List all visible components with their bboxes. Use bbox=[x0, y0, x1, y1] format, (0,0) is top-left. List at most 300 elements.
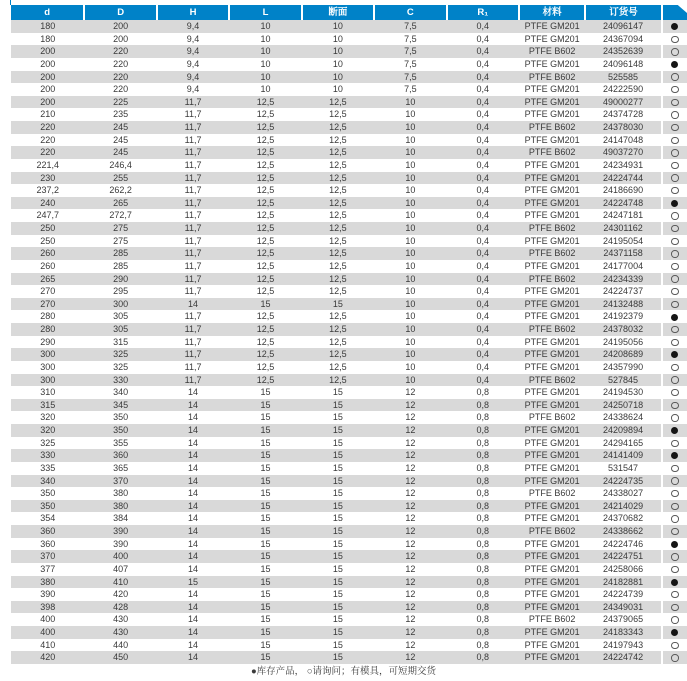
cell-d: 330 bbox=[11, 449, 84, 462]
cell-R1: 0,4 bbox=[447, 247, 519, 260]
cell-D: 350 bbox=[84, 411, 156, 424]
cell-L: 15 bbox=[229, 576, 301, 589]
table-row bbox=[11, 424, 687, 437]
cell-d: 280 bbox=[11, 323, 84, 336]
cell-D: 275 bbox=[84, 235, 156, 248]
on-request-icon bbox=[671, 515, 678, 522]
cell-cross-section: 12,5 bbox=[302, 197, 374, 210]
table-header-row bbox=[11, 5, 687, 20]
cell-order-number: 49037270 bbox=[585, 146, 661, 159]
cell-stock bbox=[662, 538, 687, 551]
table-row bbox=[11, 336, 687, 349]
cell-cross-section: 15 bbox=[302, 424, 374, 437]
cell-C: 7,5 bbox=[374, 45, 446, 58]
page-corner-cut bbox=[672, 0, 687, 13]
cell-d: 400 bbox=[11, 613, 84, 626]
cell-D: 315 bbox=[84, 336, 156, 349]
cell-R1: 0,4 bbox=[447, 172, 519, 185]
cell-R1: 0,4 bbox=[447, 108, 519, 121]
cell-C: 10 bbox=[374, 108, 446, 121]
cell-stock bbox=[662, 588, 687, 601]
cell-L: 15 bbox=[229, 411, 301, 424]
cell-d: 260 bbox=[11, 247, 84, 260]
cell-D: 220 bbox=[84, 45, 156, 58]
cell-material: PTFE B602 bbox=[519, 71, 585, 84]
cell-order-number: 24258066 bbox=[585, 563, 661, 576]
cell-R1: 0,8 bbox=[447, 424, 519, 437]
cell-L: 12,5 bbox=[229, 121, 301, 134]
on-request-icon bbox=[671, 566, 678, 573]
cell-stock bbox=[662, 601, 687, 614]
cell-cross-section: 10 bbox=[302, 20, 374, 33]
cell-H: 9,4 bbox=[157, 20, 229, 33]
cell-C: 10 bbox=[374, 159, 446, 172]
cell-order-number: 24357990 bbox=[585, 361, 661, 374]
cell-L: 15 bbox=[229, 399, 301, 412]
table-row bbox=[11, 20, 687, 33]
cell-D: 272,7 bbox=[84, 209, 156, 222]
cell-D: 325 bbox=[84, 348, 156, 361]
cell-d: 221,4 bbox=[11, 159, 84, 172]
cell-R1: 0,4 bbox=[447, 260, 519, 273]
cell-D: 245 bbox=[84, 134, 156, 147]
cell-C: 12 bbox=[374, 475, 446, 488]
cell-D: 410 bbox=[84, 576, 156, 589]
table-row bbox=[11, 323, 687, 336]
cell-R1: 0,8 bbox=[447, 512, 519, 525]
cell-R1: 0,8 bbox=[447, 386, 519, 399]
cell-d: 237,2 bbox=[11, 184, 84, 197]
cell-cross-section: 12,5 bbox=[302, 323, 374, 336]
cell-material: PTFE GM201 bbox=[519, 235, 585, 248]
cell-material: PTFE GM201 bbox=[519, 576, 585, 589]
cell-H: 14 bbox=[157, 399, 229, 412]
cell-stock bbox=[662, 247, 687, 260]
cell-cross-section: 15 bbox=[302, 613, 374, 626]
table-row bbox=[11, 550, 687, 563]
cell-L: 12,5 bbox=[229, 323, 301, 336]
cell-C: 10 bbox=[374, 323, 446, 336]
cell-R1: 0,8 bbox=[447, 411, 519, 424]
cell-d: 315 bbox=[11, 399, 84, 412]
legend-note bbox=[0, 666, 687, 678]
cell-H: 9,4 bbox=[157, 83, 229, 96]
cell-D: 295 bbox=[84, 285, 156, 298]
cell-cross-section: 15 bbox=[302, 639, 374, 652]
cell-R1: 0,8 bbox=[447, 550, 519, 563]
cell-C: 7,5 bbox=[374, 58, 446, 71]
cell-stock bbox=[662, 336, 687, 349]
cell-stock bbox=[662, 437, 687, 450]
cell-cross-section: 15 bbox=[302, 298, 374, 311]
cell-L: 12,5 bbox=[229, 197, 301, 210]
cell-L: 12,5 bbox=[229, 285, 301, 298]
cell-stock bbox=[662, 159, 687, 172]
cell-cross-section: 12,5 bbox=[302, 222, 374, 235]
cell-order-number: 24378030 bbox=[585, 121, 661, 134]
cell-stock bbox=[662, 146, 687, 159]
cell-d: 300 bbox=[11, 361, 84, 374]
cell-R1: 0,8 bbox=[447, 449, 519, 462]
cell-R1: 0,8 bbox=[447, 399, 519, 412]
cell-H: 11,7 bbox=[157, 209, 229, 222]
cell-material: PTFE GM201 bbox=[519, 184, 585, 197]
cell-d: 260 bbox=[11, 260, 84, 273]
table-row bbox=[11, 146, 687, 159]
cell-d: 250 bbox=[11, 235, 84, 248]
on-request-icon bbox=[671, 364, 678, 371]
on-request-icon bbox=[671, 212, 678, 219]
cell-cross-section: 12,5 bbox=[302, 184, 374, 197]
product-spec-table bbox=[11, 5, 687, 664]
cell-R1: 0,4 bbox=[447, 184, 519, 197]
cell-H: 14 bbox=[157, 449, 229, 462]
cell-stock bbox=[662, 134, 687, 147]
cell-L: 12,5 bbox=[229, 247, 301, 260]
cell-stock bbox=[662, 563, 687, 576]
cell-C: 7,5 bbox=[374, 20, 446, 33]
cell-order-number: 24247181 bbox=[585, 209, 661, 222]
cell-R1: 0,4 bbox=[447, 146, 519, 159]
in-stock-icon bbox=[671, 351, 678, 358]
cell-material: PTFE B602 bbox=[519, 525, 585, 538]
cell-H: 9,4 bbox=[157, 58, 229, 71]
cell-material: PTFE GM201 bbox=[519, 639, 585, 652]
cell-material: PTFE GM201 bbox=[519, 550, 585, 563]
col-header-C: C bbox=[374, 5, 446, 20]
cell-D: 285 bbox=[84, 260, 156, 273]
cell-stock bbox=[662, 273, 687, 286]
cell-order-number: 24370682 bbox=[585, 512, 661, 525]
cell-H: 11,7 bbox=[157, 336, 229, 349]
cell-C: 10 bbox=[374, 222, 446, 235]
cell-C: 12 bbox=[374, 449, 446, 462]
cell-stock bbox=[662, 260, 687, 273]
cell-R1: 0,8 bbox=[447, 500, 519, 513]
cell-material: PTFE GM201 bbox=[519, 361, 585, 374]
cell-R1: 0,8 bbox=[447, 601, 519, 614]
table-row bbox=[11, 639, 687, 652]
cell-stock bbox=[662, 374, 687, 387]
col-header-L: L bbox=[229, 5, 301, 20]
cell-material: PTFE GM201 bbox=[519, 424, 585, 437]
cell-d: 354 bbox=[11, 512, 84, 525]
cell-d: 270 bbox=[11, 285, 84, 298]
cell-d: 220 bbox=[11, 121, 84, 134]
cell-order-number: 24192379 bbox=[585, 310, 661, 323]
cell-order-number: 24214029 bbox=[585, 500, 661, 513]
cell-d: 335 bbox=[11, 462, 84, 475]
cell-cross-section: 12,5 bbox=[302, 260, 374, 273]
cell-R1: 0,4 bbox=[447, 33, 519, 46]
cell-C: 10 bbox=[374, 285, 446, 298]
table-row bbox=[11, 475, 687, 488]
cell-cross-section: 15 bbox=[302, 475, 374, 488]
on-request-icon bbox=[671, 477, 678, 484]
cell-order-number: 24096148 bbox=[585, 58, 661, 71]
table-row bbox=[11, 525, 687, 538]
table-row bbox=[11, 399, 687, 412]
cell-L: 15 bbox=[229, 651, 301, 664]
cell-d: 230 bbox=[11, 172, 84, 185]
cell-L: 15 bbox=[229, 538, 301, 551]
cell-stock bbox=[662, 58, 687, 71]
cell-L: 12,5 bbox=[229, 146, 301, 159]
cell-stock bbox=[662, 449, 687, 462]
cell-L: 15 bbox=[229, 512, 301, 525]
cell-R1: 0,8 bbox=[447, 576, 519, 589]
cell-material: PTFE GM201 bbox=[519, 512, 585, 525]
cell-cross-section: 15 bbox=[302, 651, 374, 664]
table-row bbox=[11, 285, 687, 298]
cell-D: 290 bbox=[84, 273, 156, 286]
cell-d: 270 bbox=[11, 298, 84, 311]
cell-material: PTFE GM201 bbox=[519, 83, 585, 96]
cell-D: 407 bbox=[84, 563, 156, 576]
cell-d: 300 bbox=[11, 348, 84, 361]
cell-C: 10 bbox=[374, 247, 446, 260]
cell-H: 11,7 bbox=[157, 108, 229, 121]
on-request-icon bbox=[671, 263, 678, 270]
cell-material: PTFE GM201 bbox=[519, 58, 585, 71]
cell-stock bbox=[662, 209, 687, 222]
cell-R1: 0,4 bbox=[447, 71, 519, 84]
cell-D: 440 bbox=[84, 639, 156, 652]
on-request-icon bbox=[671, 642, 678, 649]
cell-D: 390 bbox=[84, 525, 156, 538]
cell-material: PTFE GM201 bbox=[519, 437, 585, 450]
table-row bbox=[11, 651, 687, 664]
cell-R1: 0,4 bbox=[447, 20, 519, 33]
table-row bbox=[11, 449, 687, 462]
cell-C: 12 bbox=[374, 550, 446, 563]
cell-L: 12,5 bbox=[229, 348, 301, 361]
cell-material: PTFE B602 bbox=[519, 487, 585, 500]
cell-H: 11,7 bbox=[157, 197, 229, 210]
on-request-icon bbox=[671, 553, 678, 560]
cell-H: 14 bbox=[157, 651, 229, 664]
cell-material: PTFE GM201 bbox=[519, 386, 585, 399]
cell-R1: 0,4 bbox=[447, 222, 519, 235]
on-request-icon bbox=[671, 376, 678, 383]
cell-d: 247,7 bbox=[11, 209, 84, 222]
on-request-icon bbox=[671, 591, 678, 598]
cell-order-number: 24374728 bbox=[585, 108, 661, 121]
cell-d: 210 bbox=[11, 108, 84, 121]
cell-order-number: 24250718 bbox=[585, 399, 661, 412]
in-stock-icon bbox=[671, 314, 678, 321]
table-row bbox=[11, 298, 687, 311]
cell-cross-section: 15 bbox=[302, 525, 374, 538]
legend-note-text: ●库存产品， ○请询问；有模具，可短期交货 bbox=[250, 666, 437, 677]
cell-L: 15 bbox=[229, 588, 301, 601]
cell-R1: 0,8 bbox=[447, 613, 519, 626]
cell-R1: 0,4 bbox=[447, 134, 519, 147]
cell-C: 10 bbox=[374, 260, 446, 273]
cell-cross-section: 10 bbox=[302, 58, 374, 71]
cell-stock bbox=[662, 20, 687, 33]
cell-D: 245 bbox=[84, 121, 156, 134]
cell-R1: 0,4 bbox=[447, 323, 519, 336]
on-request-icon bbox=[671, 326, 678, 333]
cell-d: 200 bbox=[11, 96, 84, 109]
cell-cross-section: 15 bbox=[302, 449, 374, 462]
cell-d: 200 bbox=[11, 71, 84, 84]
table-row bbox=[11, 71, 687, 84]
cell-L: 12,5 bbox=[229, 184, 301, 197]
cell-H: 15 bbox=[157, 576, 229, 589]
cell-cross-section: 12,5 bbox=[302, 310, 374, 323]
cell-H: 11,7 bbox=[157, 323, 229, 336]
cell-D: 370 bbox=[84, 475, 156, 488]
cell-stock bbox=[662, 298, 687, 311]
on-request-icon bbox=[671, 275, 678, 282]
cell-d: 320 bbox=[11, 424, 84, 437]
table-row bbox=[11, 411, 687, 424]
cell-d: 300 bbox=[11, 374, 84, 387]
cell-L: 10 bbox=[229, 33, 301, 46]
cell-order-number: 24141409 bbox=[585, 449, 661, 462]
cell-H: 9,4 bbox=[157, 33, 229, 46]
cell-cross-section: 10 bbox=[302, 33, 374, 46]
cell-cross-section: 12,5 bbox=[302, 361, 374, 374]
cell-stock bbox=[662, 235, 687, 248]
on-request-icon bbox=[671, 414, 678, 421]
table-row bbox=[11, 437, 687, 450]
cell-C: 10 bbox=[374, 374, 446, 387]
cell-material: PTFE GM201 bbox=[519, 20, 585, 33]
cell-H: 14 bbox=[157, 626, 229, 639]
cell-L: 15 bbox=[229, 613, 301, 626]
table-row bbox=[11, 159, 687, 172]
cell-L: 12,5 bbox=[229, 361, 301, 374]
cell-C: 12 bbox=[374, 399, 446, 412]
cell-H: 11,7 bbox=[157, 235, 229, 248]
cell-H: 11,7 bbox=[157, 159, 229, 172]
cell-D: 345 bbox=[84, 399, 156, 412]
cell-order-number: 24194530 bbox=[585, 386, 661, 399]
cell-stock bbox=[662, 550, 687, 563]
on-request-icon bbox=[671, 238, 678, 245]
cell-stock bbox=[662, 487, 687, 500]
cell-H: 11,7 bbox=[157, 348, 229, 361]
cell-L: 10 bbox=[229, 58, 301, 71]
cell-material: PTFE B602 bbox=[519, 374, 585, 387]
cell-order-number: 24224742 bbox=[585, 651, 661, 664]
on-request-icon bbox=[671, 124, 678, 131]
cell-d: 360 bbox=[11, 538, 84, 551]
cell-d: 350 bbox=[11, 500, 84, 513]
cell-H: 11,7 bbox=[157, 134, 229, 147]
cell-cross-section: 12,5 bbox=[302, 121, 374, 134]
cell-D: 265 bbox=[84, 197, 156, 210]
table-row bbox=[11, 538, 687, 551]
cell-L: 15 bbox=[229, 298, 301, 311]
cell-D: 450 bbox=[84, 651, 156, 664]
cell-H: 11,7 bbox=[157, 121, 229, 134]
cell-L: 10 bbox=[229, 71, 301, 84]
table-row bbox=[11, 462, 687, 475]
cell-material: PTFE GM201 bbox=[519, 399, 585, 412]
cell-material: PTFE B602 bbox=[519, 222, 585, 235]
cell-C: 12 bbox=[374, 500, 446, 513]
on-request-icon bbox=[671, 465, 678, 472]
cell-D: 255 bbox=[84, 172, 156, 185]
cell-stock bbox=[662, 651, 687, 664]
cell-C: 12 bbox=[374, 424, 446, 437]
cell-C: 10 bbox=[374, 184, 446, 197]
cell-C: 10 bbox=[374, 348, 446, 361]
on-request-icon bbox=[671, 225, 678, 232]
cell-cross-section: 12,5 bbox=[302, 134, 374, 147]
cell-stock bbox=[662, 45, 687, 58]
cell-cross-section: 10 bbox=[302, 83, 374, 96]
cell-cross-section: 15 bbox=[302, 626, 374, 639]
cell-D: 380 bbox=[84, 500, 156, 513]
cell-stock bbox=[662, 197, 687, 210]
cell-L: 12,5 bbox=[229, 108, 301, 121]
cell-d: 410 bbox=[11, 639, 84, 652]
cell-cross-section: 15 bbox=[302, 487, 374, 500]
cell-D: 365 bbox=[84, 462, 156, 475]
cell-C: 12 bbox=[374, 613, 446, 626]
cell-C: 12 bbox=[374, 411, 446, 424]
cell-stock bbox=[662, 613, 687, 626]
cell-d: 398 bbox=[11, 601, 84, 614]
cell-R1: 0,8 bbox=[447, 525, 519, 538]
cell-stock bbox=[662, 33, 687, 46]
cell-C: 12 bbox=[374, 386, 446, 399]
cell-cross-section: 12,5 bbox=[302, 159, 374, 172]
col-header-H: H bbox=[157, 5, 229, 20]
cell-H: 14 bbox=[157, 424, 229, 437]
cell-stock bbox=[662, 71, 687, 84]
cell-material: PTFE GM201 bbox=[519, 626, 585, 639]
cell-d: 200 bbox=[11, 83, 84, 96]
cell-stock bbox=[662, 500, 687, 513]
cell-L: 12,5 bbox=[229, 374, 301, 387]
cell-R1: 0,4 bbox=[447, 361, 519, 374]
col-header-R1: R₁ bbox=[447, 5, 519, 20]
cell-d: 400 bbox=[11, 626, 84, 639]
cell-stock bbox=[662, 83, 687, 96]
cell-R1: 0,4 bbox=[447, 235, 519, 248]
cell-C: 10 bbox=[374, 310, 446, 323]
on-request-icon bbox=[671, 339, 678, 346]
on-request-icon bbox=[671, 528, 678, 535]
cell-cross-section: 15 bbox=[302, 550, 374, 563]
cell-order-number: 24224735 bbox=[585, 475, 661, 488]
table-row bbox=[11, 348, 687, 361]
cell-stock bbox=[662, 411, 687, 424]
cell-C: 12 bbox=[374, 512, 446, 525]
cell-material: PTFE GM201 bbox=[519, 588, 585, 601]
cell-order-number: 24096147 bbox=[585, 20, 661, 33]
cell-stock bbox=[662, 172, 687, 185]
cell-d: 360 bbox=[11, 525, 84, 538]
cell-R1: 0,8 bbox=[447, 462, 519, 475]
cell-cross-section: 12,5 bbox=[302, 285, 374, 298]
cell-material: PTFE B602 bbox=[519, 45, 585, 58]
cell-cross-section: 12,5 bbox=[302, 146, 374, 159]
cell-L: 12,5 bbox=[229, 235, 301, 248]
cell-cross-section: 10 bbox=[302, 71, 374, 84]
cell-D: 235 bbox=[84, 108, 156, 121]
cell-C: 12 bbox=[374, 525, 446, 538]
cell-L: 15 bbox=[229, 550, 301, 563]
cell-stock bbox=[662, 108, 687, 121]
on-request-icon bbox=[671, 162, 678, 169]
